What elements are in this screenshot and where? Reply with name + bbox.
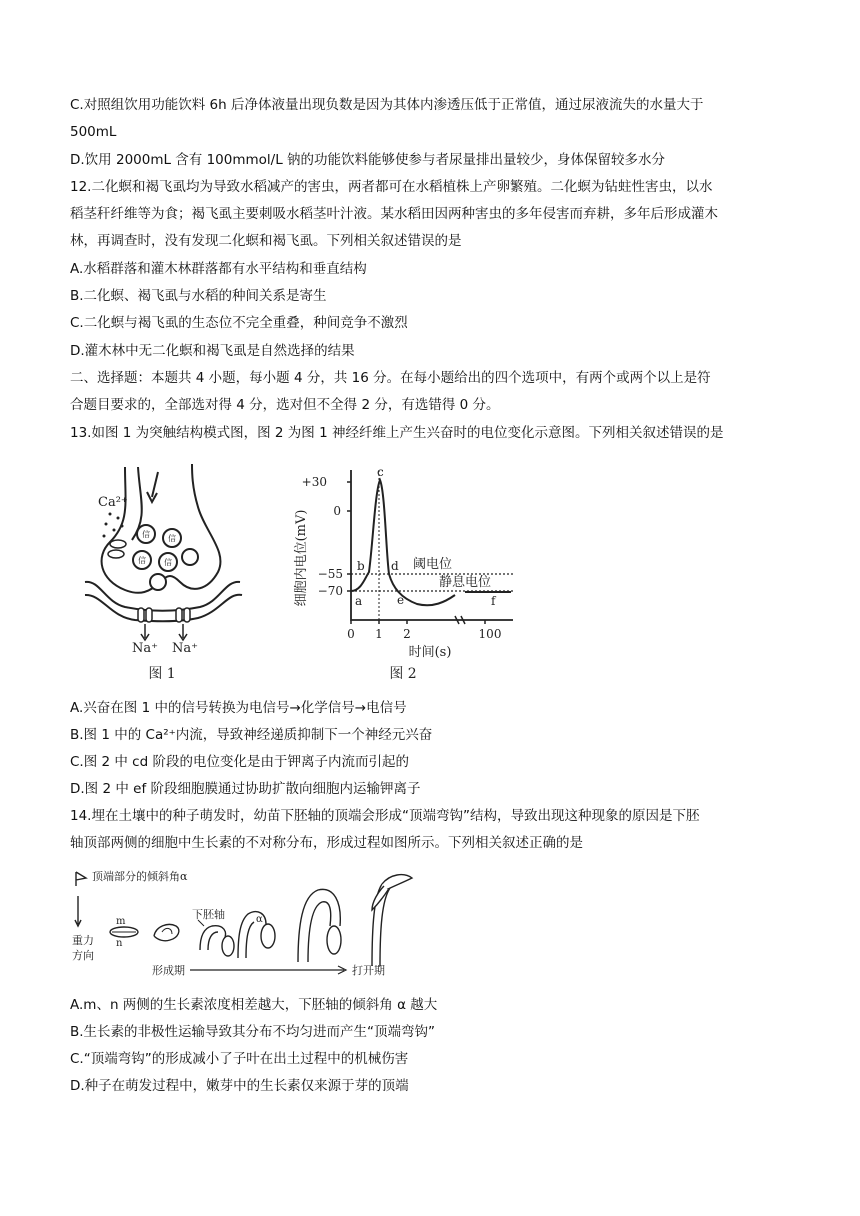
na-label: Na⁺ [132, 641, 158, 656]
vesicle-label: 信 [168, 534, 176, 543]
option-c: C.二化螟与褐飞虱的生态位不完全重叠，种间竞争不激烈 [70, 315, 408, 331]
text-line: 稻茎秆纤维等为食；褐飞虱主要刺吸水稻茎叶汁液。某水稻田因两种害虫的多年侵害而弃耕，多年后形成灌木 [70, 206, 718, 222]
na-label: Na⁺ [172, 641, 198, 656]
option-b: B.二化螟、褐飞虱与水稻的种间关系是寄生 [70, 288, 327, 304]
opening-label: 打开期 [352, 964, 385, 977]
question-14: 14.埋在土壤中的种子萌发时，幼苗下胚轴的顶端会形成“顶端弯钩”结构，导致出现这种现象的原因是下胚 [70, 808, 700, 824]
alpha-label: α [256, 914, 263, 925]
point-d: d [391, 559, 399, 573]
gravity-label: 方向 [72, 949, 94, 962]
option-c: C.图 2 中 cd 阶段的电位变化是由于钾离子内流而引起的 [70, 754, 409, 770]
ytick-label: −70 [317, 584, 343, 598]
figure-1-caption: 图 1 [148, 666, 176, 682]
xtick-label: 0 [347, 627, 355, 641]
xtick-label: 100 [478, 627, 502, 641]
option-a: A.m、n 两侧的生长素浓度相差越大，下胚轴的倾斜角 α 越大 [70, 997, 438, 1013]
point-a: a [355, 594, 363, 608]
text-line: C.对照组饮用功能饮料 6h 后净体液量出现负数是因为其体内渗透压低于正常值，通过尿液流失的水量大于 [70, 97, 704, 113]
figure-2-caption: 图 2 [389, 666, 417, 682]
option-c: C.“顶端弯钩”的形成减小了子叶在出土过程中的机械伤害 [70, 1051, 409, 1067]
point-c: c [377, 465, 384, 479]
option-b: B.生长素的非极性运输导致其分布不均匀进而产生“顶端弯钩” [70, 1024, 436, 1040]
option-d: D.种子在萌发过程中，嫩芽中的生长素仅来源于芽的顶端 [70, 1078, 409, 1094]
section-heading: 二、选择题：本题共 4 小题，每小题 4 分，共 16 分。在每小题给出的四个选项中，有两个或两个以上是符 [70, 370, 711, 386]
ytick-label: +30 [301, 475, 327, 489]
question-12: 12.二化螟和褐飞虱均为导致水稻减产的害虫，两者都可在水稻植株上产卵繁殖。二化螟为钻蛀性害虫，以水 [70, 179, 713, 195]
figure-2-action-potential [285, 462, 525, 684]
xtick-label: 2 [403, 627, 411, 641]
text-line: D.饮用 2000mL 含有 100mmol/L 钠的功能饮料能够使参与者尿量排出量较少，身体保留较多水分 [70, 152, 666, 168]
xtick-label: 1 [375, 627, 383, 641]
ytick-label: −55 [317, 567, 343, 581]
point-e: e [397, 593, 405, 607]
m-label: m [116, 916, 126, 927]
hypocotyl-label: 下胚轴 [192, 908, 225, 921]
gravity-label: 重力 [72, 934, 94, 947]
ytick-label: 0 [333, 504, 341, 518]
angle-label: 顶端部分的倾斜角α [92, 870, 188, 883]
text-line: 轴顶部两侧的细胞中生长素的不对称分布，形成过程如图所示。下列相关叙述正确的是 [70, 835, 583, 851]
point-b: b [357, 559, 365, 573]
figure-3-apical-hook [72, 866, 432, 982]
vesicle-label: 信 [142, 530, 150, 539]
point-f: f [491, 594, 496, 608]
vesicle-label: 信 [138, 556, 146, 565]
vesicle-label: 信 [164, 558, 172, 567]
text-line: 林，再调查时，没有发现二化螟和褐飞虱。下列相关叙述错误的是 [70, 233, 462, 249]
x-axis-label: 时间(s) [408, 645, 452, 660]
resting-label: 静息电位 [439, 575, 492, 590]
n-label: n [116, 938, 123, 949]
y-axis-label: 细胞内电位(mV) [294, 509, 309, 607]
option-d: D.灌木林中无二化螟和褐飞虱是自然选择的结果 [70, 343, 355, 359]
option-b: B.图 1 中的 Ca²⁺内流，导致神经递质抑制下一个神经元兴奋 [70, 727, 433, 743]
question-13: 13.如图 1 为突触结构模式图，图 2 为图 1 神经纤维上产生兴奋时的电位变化示意图。下列相关叙述错误的是 [70, 425, 724, 441]
figure-1-synapse [80, 462, 250, 684]
formation-label: 形成期 [152, 964, 185, 977]
option-a: A.兴奋在图 1 中的信号转换为电信号→化学信号→电信号 [70, 700, 407, 716]
text-line: 合题目要求的，全部选对得 4 分，选对但不全得 2 分，有选错得 0 分。 [70, 397, 500, 413]
option-a: A.水稻群落和灌木林群落都有水平结构和垂直结构 [70, 261, 367, 277]
threshold-label: 阈电位 [413, 557, 453, 572]
ca-label: Ca²⁺ [98, 495, 128, 510]
option-d: D.图 2 中 ef 阶段细胞膜通过协助扩散向细胞内运输钾离子 [70, 781, 421, 797]
text-line: 500mL [70, 124, 117, 140]
